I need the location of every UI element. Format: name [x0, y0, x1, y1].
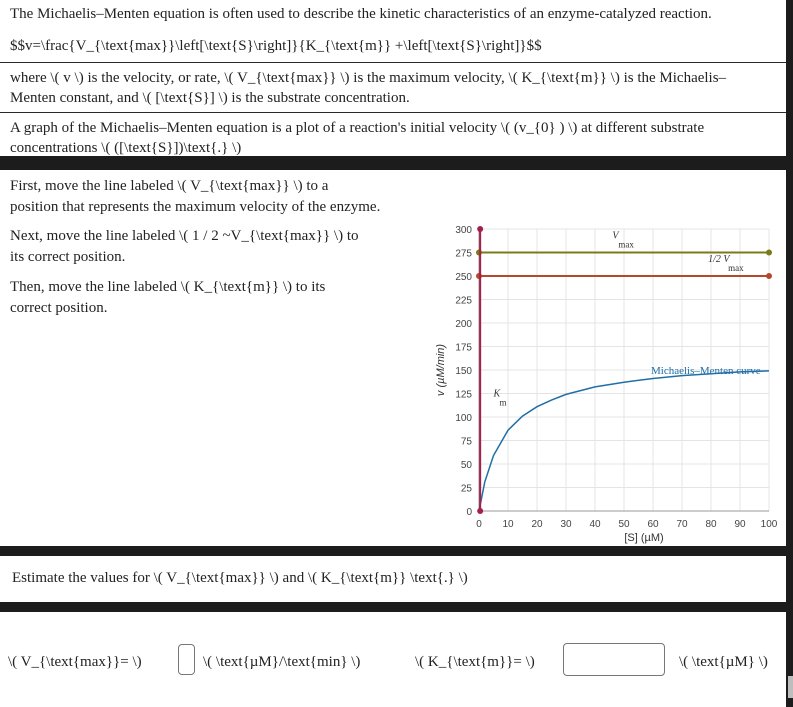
line-label-sub: m	[499, 397, 507, 408]
x-tick-label: 100	[760, 519, 778, 530]
line-handle[interactable]	[477, 226, 483, 232]
x-tick-label: 50	[618, 519, 630, 530]
interactive-panel	[0, 170, 786, 546]
instruction-next-1: Next, move the line labeled \( 1 / 2 ~V_{\text{max}} \) to	[10, 228, 359, 244]
line-handle[interactable]	[766, 250, 772, 256]
x-tick-label: 80	[705, 519, 717, 530]
instruction-first-1: First, move the line labeled \( V_{\text{max}} \) to a	[10, 178, 329, 194]
x-tick-label: 60	[647, 519, 659, 530]
line-handle[interactable]	[766, 273, 772, 279]
x-tick-label: 0	[476, 519, 482, 530]
estimate-panel	[0, 556, 786, 602]
y-tick-label: 75	[460, 436, 472, 448]
where-line-1: where \( v \) is the velocity, or rate, \( V_{\text{max}} \) is the maximum velocity, \( K_{\text{m}} \) is the Michaelis–	[10, 70, 727, 86]
curve-label: Michaelis–Menten curve	[651, 365, 761, 377]
y-tick-label: 225	[455, 295, 472, 307]
x-tick-label: 30	[560, 519, 572, 530]
km-unit: \( \text{µM} \)	[679, 654, 768, 670]
michaelis-menten-chart[interactable]	[420, 200, 780, 550]
x-tick-label: 20	[531, 519, 543, 530]
line-label-sub: max	[728, 263, 744, 273]
y-tick-label: 50	[460, 460, 472, 471]
equation: $$v=\frac{V_{\text{max}}\left[\text{S}\right]}{K_{\text{m}} +\left[\text{S}\right]}$$	[10, 38, 542, 54]
x-axis-label: [S] (µM)	[624, 532, 664, 544]
instruction-first-2: position that represents the maximum velocity of the enzyme.	[10, 199, 381, 215]
x-tick-label: 70	[676, 519, 688, 530]
line-label-main: V	[612, 230, 619, 242]
y-tick-label: 25	[460, 483, 472, 495]
km-input[interactable]	[563, 643, 665, 676]
estimate-instruction: Estimate the values for \( V_{\text{max}} \) and \( K_{\text{m}} \text{.} \)	[12, 570, 468, 586]
km-line-label	[493, 389, 507, 408]
y-tick-label: 300	[455, 225, 472, 236]
instruction-then-2: correct position.	[10, 300, 108, 316]
y-tick-label: 250	[455, 272, 472, 283]
y-tick-label: 275	[455, 248, 472, 260]
y-tick-label: 125	[455, 389, 472, 401]
y-axis-label: v (µM/min)	[435, 343, 447, 397]
vmax-label: \( V_{\text{max}}= \)	[8, 654, 142, 670]
line-label-main: 1/2 V	[708, 254, 730, 265]
x-tick-label: 90	[734, 519, 746, 530]
y-tick-label: 150	[455, 366, 472, 377]
x-tick-label: 10	[502, 519, 514, 530]
instruction-next-2: its correct position.	[10, 249, 126, 265]
y-axis-ticks	[455, 225, 472, 518]
line-label-main: K	[493, 388, 501, 400]
x-tick-label: 40	[589, 519, 601, 530]
graph-line-1: A graph of the Michaelis–Menten equation is a plot of a reaction's initial velocity \( (v_{0} ) \) at different substrate	[10, 120, 705, 136]
line-handle[interactable]	[477, 508, 483, 514]
vmax-line-label	[612, 231, 634, 250]
y-tick-label: 0	[466, 507, 472, 518]
graph-line-2: concentrations \( ([\text{S}])\text{.} \)	[10, 140, 242, 156]
half-vmax-line-label	[708, 254, 744, 273]
intro-sentence: The Michaelis–Menten equation is often used to describe the kinetic characteristics of an enzyme-catalyzed reaction.	[10, 6, 712, 22]
line-label-sub: max	[618, 239, 634, 250]
where-line-2: Menten constant, and \( [\text{S}] \) is the substrate concentration.	[10, 90, 410, 106]
x-axis-ticks	[476, 519, 778, 530]
instruction-then-1: Then, move the line labeled \( K_{\text{m}} \) to its	[10, 279, 326, 295]
vmax-unit: \( \text{µM}/\text{min} \)	[203, 654, 361, 670]
divider	[0, 112, 786, 113]
y-tick-label: 175	[455, 342, 472, 354]
vmax-input[interactable]	[178, 644, 195, 675]
scrollbar[interactable]	[788, 676, 793, 698]
y-tick-label: 200	[455, 319, 472, 330]
answer-panel	[0, 612, 786, 707]
y-tick-label: 100	[455, 413, 472, 424]
intro-panel	[0, 0, 786, 156]
km-label: \( K_{\text{m}}= \)	[415, 654, 535, 670]
divider	[0, 62, 786, 63]
